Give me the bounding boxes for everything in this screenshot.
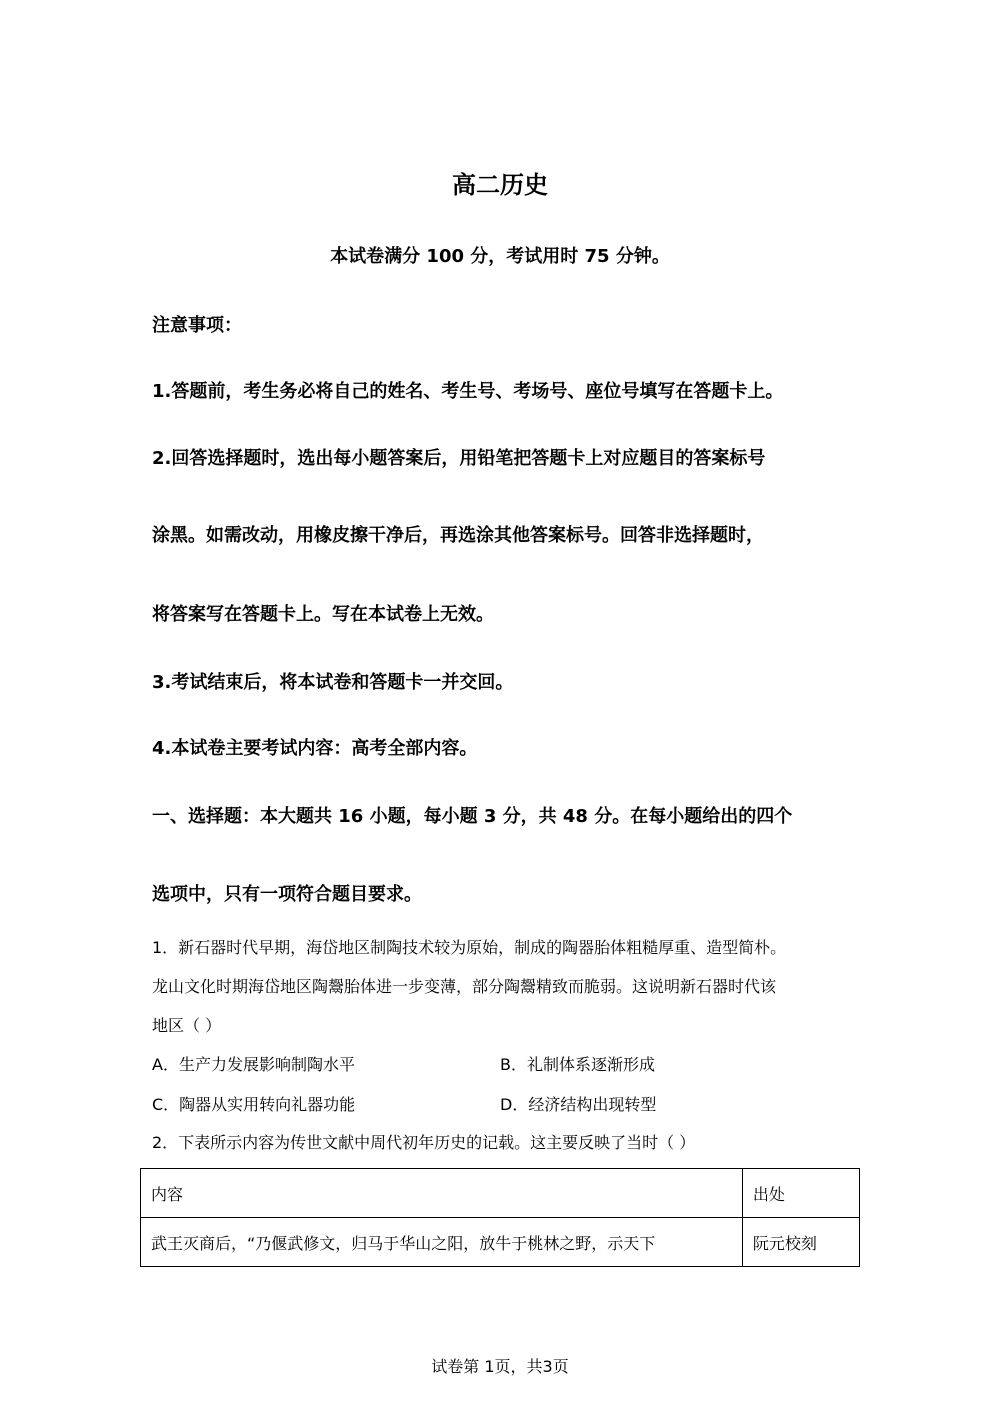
notice-item: 2.回答选择题时，选出每小题答案后，用铅笔把答题卡上对应题目的答案标号 — [152, 448, 766, 469]
table-cell-content: 武王灭商后，“乃偃武修文，归马于华山之阳，放牛于桃林之野，示天下 — [141, 1218, 743, 1267]
notice-item: 涂黑。如需改动，用橡皮擦干净后，再选涂其他答案标号。回答非选择题时， — [152, 525, 764, 546]
page-footer: 试卷第 1页，共3页 — [431, 1357, 569, 1376]
notice-item: 3.考试结束后，将本试卷和答题卡一并交回。 — [152, 672, 514, 693]
question-1-option-c: C．陶器从实用转向礼器功能 — [152, 1095, 356, 1114]
notice-heading: 注意事项： — [152, 315, 242, 336]
page-title: 高二历史 — [452, 171, 548, 199]
table-row — [141, 1218, 860, 1267]
notice-item: 1.答题前，考生务必将自己的姓名、考生号、考场号、座位号填写在答题卡上。 — [152, 381, 784, 402]
question-1-option-a: A．生产力发展影响制陶水平 — [152, 1055, 355, 1074]
question-1-stem: 1．新石器时代早期，海岱地区制陶技术较为原始，制成的陶器胎体粗糙厚重、造型简朴。 — [152, 938, 787, 957]
section-heading: 一、选择题：本大题共 16 小题，每小题 3 分，共 48 分。在每小题给出的四个 — [152, 806, 793, 827]
exam-subtitle: 本试卷满分 100 分，考试用时 75 分钟。 — [330, 246, 670, 267]
question-2-stem: 2．下表所示内容为传世文献中周代初年历史的记载。这主要反映了当时（ ） — [152, 1133, 696, 1152]
question-1-option-d: D．经济结构出现转型 — [500, 1095, 657, 1114]
table-header-source: 出处 — [742, 1169, 859, 1218]
source-table — [140, 1168, 860, 1267]
table-header-content: 内容 — [141, 1169, 743, 1218]
question-1-stem: 地区（ ） — [152, 1016, 222, 1035]
notice-item: 4.本试卷主要考试内容：高考全部内容。 — [152, 738, 478, 759]
question-1-stem: 龙山文化时期海岱地区陶鬶胎体进一步变薄，部分陶鬶精致而脆弱。这说明新石器时代该 — [152, 977, 777, 996]
table-header-row — [141, 1169, 860, 1218]
question-1-option-b: B．礼制体系逐渐形成 — [500, 1055, 655, 1074]
section-heading: 选项中，只有一项符合题目要求。 — [152, 884, 422, 905]
table-cell-source: 阮元校刻 — [742, 1218, 859, 1267]
notice-item: 将答案写在答题卡上。写在本试卷上无效。 — [152, 604, 494, 625]
